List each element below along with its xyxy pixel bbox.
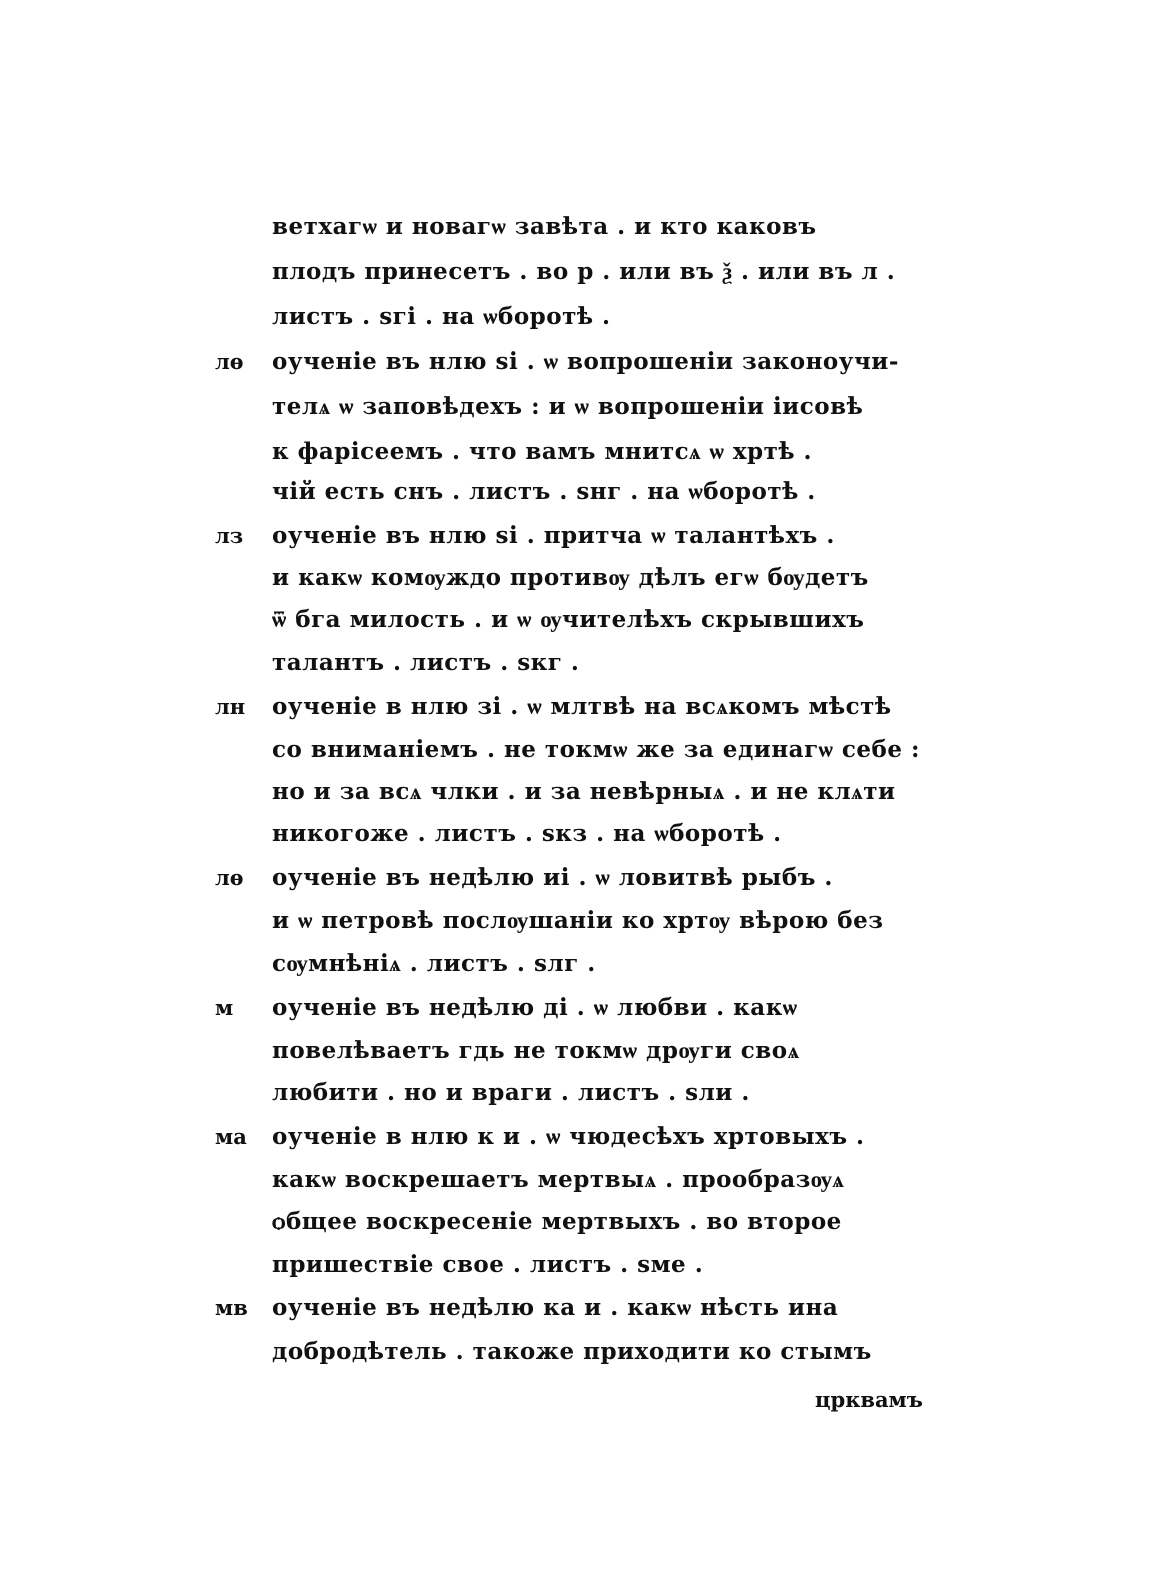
text-line: ветхагѡ и новагѡ завѣта . и кто каковъ (272, 213, 817, 240)
text-line: оученіе въ нлю ѕі . ѡ вопрошеніи законоучи- (272, 348, 899, 375)
text-line: какѡ воскрешаетъ мертвыѧ . прообразѹѧ (272, 1166, 845, 1193)
text-line: к фарісеемъ . что вамъ мнитсѧ ѡ хртѣ . (272, 438, 813, 465)
text-line: ѻбщее воскресеніе мертвыхъ . во второе (272, 1208, 842, 1235)
text-line: сѹмнѣніѧ . листъ . ѕлг . (272, 950, 596, 977)
text-line: любити . но и враги . листъ . ѕли . (272, 1079, 750, 1106)
margin-number: лз (215, 523, 244, 548)
margin-number: мв (215, 1295, 248, 1320)
text-line: но и за всѧ члки . и за невѣрныѧ . и не клѧти (272, 778, 896, 805)
text-line: плодъ принесетъ . во р . или въ ѯ . или въ л . (272, 258, 896, 285)
text-line: оученіе в нлю зі . ѡ млтвѣ на всѧкомъ мѣстѣ (272, 693, 892, 720)
margin-number: лн (215, 694, 246, 719)
margin-number: м (215, 995, 234, 1020)
text-line: никогоже . листъ . ѕкз . на ѡборотѣ . (272, 820, 782, 847)
text-line: пришествіе свое . листъ . ѕме . (272, 1251, 704, 1278)
margin-number: лѳ (215, 349, 244, 374)
text-line: повелѣваетъ гдь не токмѡ дрѹги своѧ (272, 1037, 800, 1064)
text-line: и ѡ петровѣ послѹшаніи ко хртѹ вѣрою без (272, 907, 884, 934)
text-line: талантъ . листъ . ѕкг . (272, 649, 580, 676)
text-line: со вниманіемъ . не токмѡ же за единагѡ себе : (272, 736, 921, 763)
text-line: оученіе в нлю к и . ѡ чюдесѣхъ хртовыхъ . (272, 1123, 865, 1150)
text-line: оученіе въ нлю ѕі . притча ѡ талантѣхъ . (272, 522, 835, 549)
text-line: телѧ ѡ заповѣдехъ : и ѡ вопрошеніи іисовѣ (272, 393, 864, 420)
text-line: ѿ бга милость . и ѡ ѹчителѣхъ скрывшихъ (272, 606, 865, 633)
margin-number: лѳ (215, 865, 244, 890)
text-line: добродѣтель . такоже приходити ко стымъ (272, 1338, 872, 1365)
catchword: црквамъ (815, 1387, 923, 1412)
text-line: листъ . ѕгі . на ѡборотѣ . (272, 303, 611, 330)
text-line: оученіе въ недѣлю ді . ѡ любви . какѡ (272, 994, 798, 1021)
text-line: и какѡ комѹждо противѹ дѣлъ егѡ бѹдетъ (272, 564, 869, 591)
text-line: оученіе въ недѣлю иі . ѡ ловитвѣ рыбъ . (272, 864, 833, 891)
text-line: чій есть снъ . листъ . ѕнг . на ѡборотѣ . (272, 478, 816, 505)
text-line: оученіе въ недѣлю ка и . какѡ нѣсть ина (272, 1294, 839, 1321)
margin-number: ма (215, 1124, 247, 1149)
